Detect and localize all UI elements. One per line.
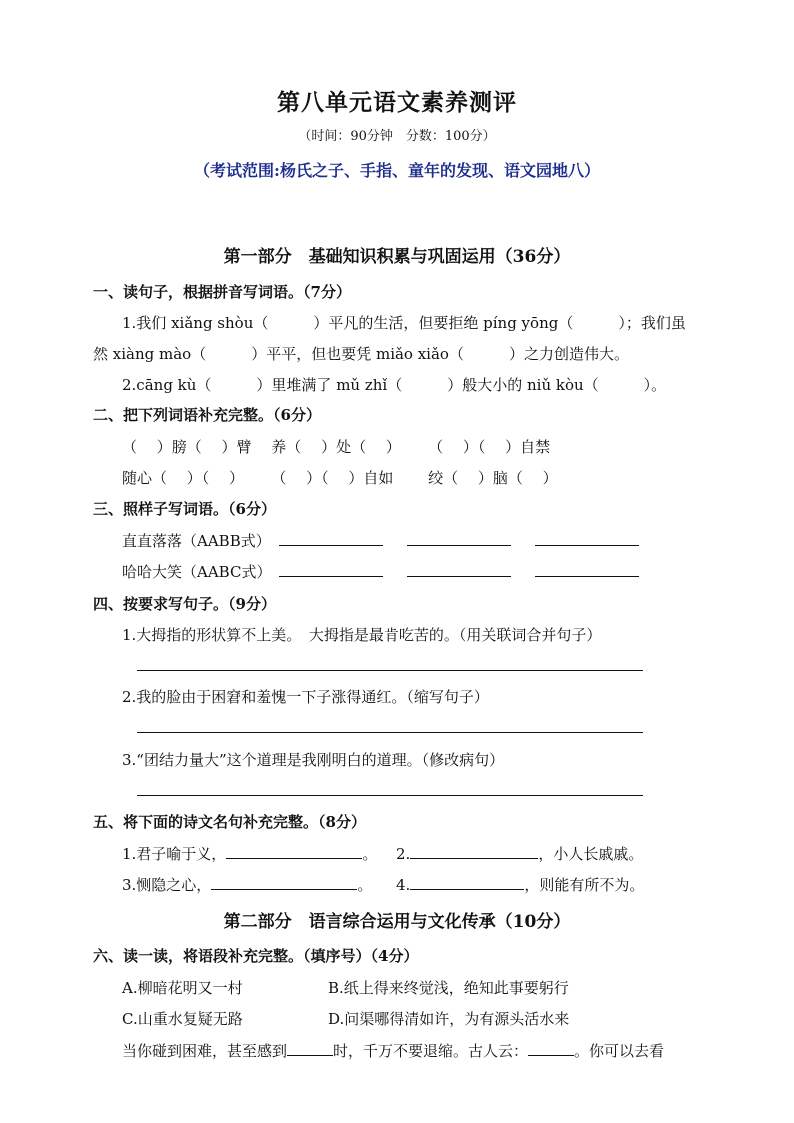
q6-option-a: A.柳暗花明又一村 (122, 979, 243, 997)
q5-item-c-blank[interactable] (211, 874, 357, 890)
q5-item-d (396, 874, 644, 895)
q3-row1-answer-3[interactable] (535, 545, 639, 546)
q6-paragraph-part2: 时，千万不要退缩。古人云： (333, 1042, 529, 1060)
q6-heading: 六、读一读，将语段补充完整。（填序号）（4分） (93, 947, 419, 965)
q5-item-a (122, 843, 377, 864)
exam-info: （时间：90分钟 分数：100分） (298, 129, 496, 144)
q4-sentence1: 1.大拇指的形状算不上美。 大拇指是最肯吃苦的。（用关联词合并句子） (122, 626, 602, 644)
part-two-title: 第二部分 语言综合运用与文化传承（10分） (223, 912, 571, 932)
q3-row1-answer-2[interactable] (407, 545, 511, 546)
q6-option-c: C.山重水复疑无路 (122, 1010, 243, 1028)
q5-item-b-prefix: 2. (396, 845, 411, 863)
q3-row2-answer-1[interactable] (279, 576, 383, 577)
q1-line3: 2.cāng kù（ ）里堆满了 mǔ zhǐ（ ）般大小的 niǔ kòu（ ）。 (122, 376, 667, 394)
q5-item-a-blank[interactable] (226, 843, 362, 859)
q4-answer-line-1[interactable] (137, 670, 643, 671)
q4-heading: 四、按要求写句子。（9分） (93, 595, 276, 613)
q6-paragraph-part1: 当你碰到困难，甚至感到 (122, 1042, 288, 1060)
q4-answer-line-3[interactable] (137, 795, 643, 796)
part-one-title: 第一部分 基础知识积累与巩固运用（36分） (223, 247, 571, 267)
q5-item-c-prefix: 3.恻隐之心， (122, 876, 212, 894)
q1-line1: 1.我们 xiǎng shòu（ ）平凡的生活，但要拒绝 píng yōng（ ）；我们虽 (122, 314, 686, 332)
q2-row1: （ ）膀（ ）臂 养（ ）处（ ） （ ）（ ）自禁 (122, 438, 551, 456)
q4-sentence3: 3.“团结力量大”这个道理是我刚明白的道理。（修改病句） (122, 751, 505, 769)
q3-heading: 三、照样子写词语。（6分） (93, 500, 276, 518)
q1-line2: 然 xiàng mào（ ）平平，但也要凭 miǎo xiǎo（ ）之力创造伟大。 (93, 345, 629, 363)
q4-answer-line-2[interactable] (137, 732, 643, 733)
q3-row2-answer-3[interactable] (535, 576, 639, 577)
page-title: 第八单元语文素养测评 (277, 89, 517, 116)
q3-row2-answer-2[interactable] (407, 576, 511, 577)
q5-item-b-blank[interactable] (410, 843, 538, 859)
q5-item-b (396, 843, 643, 864)
q5-item-b-suffix: ，小人长戚戚。 (538, 845, 644, 863)
q2-heading: 二、把下列词语补充完整。（6分） (93, 406, 321, 424)
q5-item-d-blank[interactable] (410, 874, 524, 890)
q3-row2-label: 哈哈大笑（AABC式） (122, 563, 272, 581)
q6-blank-2[interactable] (528, 1040, 574, 1056)
q2-row2: 随心（ ）（ ） （ ）（ ）自如 绞（ ）脑（ ） (122, 469, 558, 487)
exam-scope: （考试范围:杨氏之子、手指、童年的发现、语文园地八） (194, 161, 600, 180)
q5-heading: 五、将下面的诗文名句补充完整。（8分） (93, 813, 366, 831)
q1-heading: 一、读句子，根据拼音写词语。（7分） (93, 283, 351, 301)
q5-item-d-suffix: ，则能有所不为。 (524, 876, 645, 894)
q5-item-a-suffix: 。 (362, 845, 378, 863)
q6-blank-1[interactable] (287, 1040, 333, 1056)
q3-row1-label: 直直落落（AABB式） (122, 532, 271, 550)
q5-item-c-suffix: 。 (357, 876, 373, 894)
q3-row1-answer-1[interactable] (279, 545, 383, 546)
q5-item-d-prefix: 4. (396, 876, 411, 894)
q6-option-b: B.纸上得来终觉浅，绝知此事要躬行 (328, 979, 569, 997)
q6-paragraph (122, 1040, 664, 1061)
q5-item-a-prefix: 1.君子喻于义， (122, 845, 227, 863)
q6-paragraph-part3: 。你可以去看 (574, 1042, 665, 1060)
q5-item-c (122, 874, 372, 895)
q4-sentence2: 2.我的脸由于困窘和羞愧一下子涨得通红。（缩写句子） (122, 688, 489, 706)
q6-option-d: D.问渠哪得清如许，为有源头活水来 (328, 1010, 570, 1028)
